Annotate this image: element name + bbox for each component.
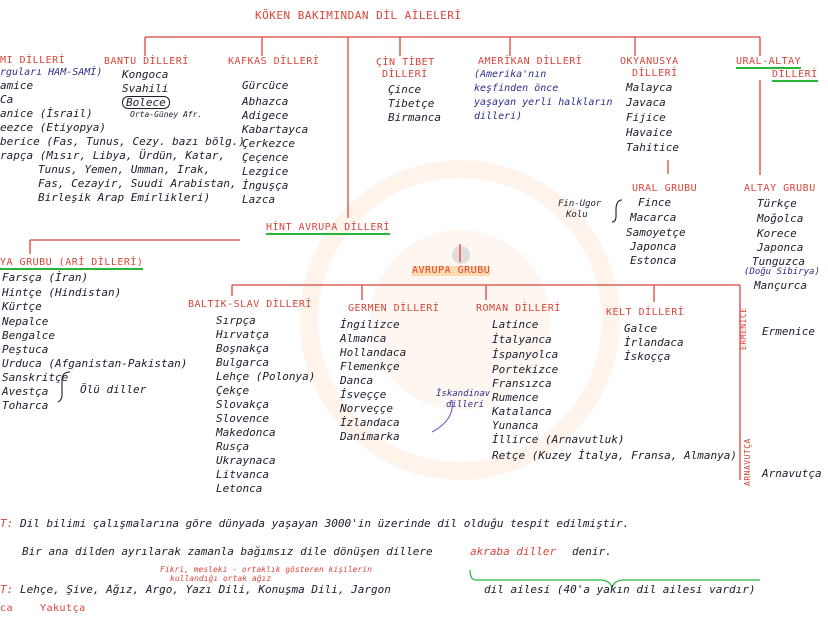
cin-header-2: DİLLERİ [382, 69, 428, 80]
cin-item: Birmanca [388, 111, 441, 124]
asya-header: YA GRUBU (ARİ DİLLERİ) [0, 257, 144, 268]
asya-item: Urduca (Afganistan-Pakistan) [2, 357, 188, 370]
sami-item: amice [0, 79, 34, 92]
germen-item: İsveççe [340, 388, 387, 401]
scandinavian-note-2: dilleri [446, 400, 484, 410]
asya-item: Nepalce [2, 315, 49, 328]
sami-item: Ca [0, 93, 14, 106]
kafkas-item: Adigece [242, 109, 289, 122]
altay-item-note: (Doğu Sibirya) [744, 267, 820, 277]
sami-item: Tunus, Yemen, Umman, Irak, [38, 163, 211, 176]
altay-item: Mançurca [754, 279, 807, 292]
note-bottom: ca [0, 603, 14, 614]
roman-item: İspanyolca [492, 348, 559, 361]
germen-item: Danimarka [340, 430, 400, 443]
baltik-item: Slovakça [216, 398, 269, 411]
sami-item: rapça (Mısır, Libya, Ürdün, Katar, [0, 149, 226, 162]
roman-item: Katalanca [492, 405, 552, 418]
ural-altay-header: URAL-ALTAY [736, 56, 802, 67]
baltik-item: Litvanca [216, 468, 269, 481]
okyanus-item: Havaice [626, 126, 673, 139]
amerikan-line: (Amerika'nın [474, 69, 547, 80]
germen-item: Hollandaca [340, 346, 407, 359]
ural-altay-header-2: DİLLERİ [772, 69, 818, 80]
baltik-item: Hırvatça [216, 328, 269, 341]
germen-header: GERMEN DİLLERİ [348, 303, 440, 314]
baltik-item: Slovence [216, 412, 269, 425]
baltik-item: Çekçe [216, 384, 250, 397]
ural-item: Estonca [630, 254, 677, 267]
kafkas-item: Çeçence [242, 151, 289, 164]
bantu-item: Kongoca [122, 68, 169, 81]
roman-item: Yunanca [492, 419, 539, 432]
note-line: denir. [572, 545, 612, 558]
okyanus-header-2: DİLLERİ [632, 68, 678, 79]
baltik-item: Makedonca [216, 426, 276, 439]
ural-grubu-header: URAL GRUBU [632, 183, 698, 194]
sami-item: Fas, Cezayir, Suudi Arabistan, [38, 177, 237, 190]
asya-item: Farsça (İran) [2, 271, 89, 284]
sami-item: rguları HAM-SAMİ) [0, 67, 103, 78]
baltik-item: Letonca [216, 482, 263, 495]
note-line: dil ailesi (40'a yakın dil ailesi vardır) [484, 583, 756, 596]
ural-item: Japonca [630, 240, 677, 253]
cin-item: Çince [388, 83, 422, 96]
roman-item: Latince [492, 318, 539, 331]
kafkas-item: Lazca [242, 193, 276, 206]
sami-item: Birleşik Arap Emirlikleri) [38, 191, 211, 204]
akraba-diller-highlight: akraba diller [470, 545, 557, 558]
ermenice-side-label: ERMENİCE [739, 307, 748, 350]
baltik-item: Lehçe (Polonya) [216, 370, 316, 383]
kafkas-item: İnguşça [242, 179, 289, 192]
fin-ugor-note: Fin-Ugor [558, 199, 602, 209]
asya-item: Bengalce [2, 329, 55, 342]
roman-item: Retçe (Kuzey İtalya, Fransa, Almanya) [492, 449, 738, 462]
kelt-item: İskoçça [624, 350, 671, 363]
baltik-item: Boşnakça [216, 342, 269, 355]
germen-item: Almanca [340, 332, 387, 345]
note-line: Bir ana dilden ayrılarak zamanla bağımsız dile dönüşen dillere [22, 545, 433, 558]
ural-item: Fince [638, 196, 672, 209]
altay-item: Türkçe [757, 197, 797, 210]
germen-item: Flemenkçe [340, 360, 400, 373]
sami-header: MI DİLLERİ [0, 55, 66, 66]
kafkas-item: Lezgice [242, 165, 289, 178]
okyanus-item: Tahitice [626, 141, 679, 154]
asya-item: Kürtçe [2, 300, 42, 313]
germen-item: Norveççe [340, 402, 393, 415]
altay-grubu-header: ALTAY GRUBU [744, 183, 816, 194]
amerikan-line: keşfinden önce [474, 83, 559, 94]
baltik-item: Sırpça [216, 314, 256, 327]
asya-item: Hintçe (Hindistan) [2, 286, 122, 299]
altay-item: Korece [757, 227, 797, 240]
cin-header: ÇİN TİBET [376, 57, 435, 68]
kafkas-item: Çerkezce [242, 137, 295, 150]
sami-item: berice (Fas, Tunus, Cezy. bazı bölg.) [0, 135, 246, 148]
kelt-header: KELT DİLLERİ [606, 307, 685, 318]
bantu-item: Bolece [122, 96, 170, 109]
altay-item: Moğolca [757, 212, 804, 225]
amerikan-header: AMERİKAN DİLLERİ [478, 56, 583, 67]
baltik-header: BALTIK-SLAV DİLLERİ [188, 299, 312, 310]
asya-item: Sanskritçe [2, 371, 69, 384]
roman-header: ROMAN DİLLERİ [476, 303, 561, 314]
germen-item: İngilizce [340, 318, 400, 331]
hint-avrupa-header: HİNT AVRUPA DİLLERİ [266, 222, 390, 233]
bantu-item: Svahili [122, 82, 169, 95]
dead-languages-note: Ölü diller [80, 383, 147, 396]
kelt-item: Galce [624, 322, 658, 335]
germen-item: İzlandaca [340, 416, 400, 429]
kafkas-item: Gürcüce [242, 79, 289, 92]
scandinavian-note: İskandinav [436, 389, 491, 399]
note-prefix: T: [0, 517, 14, 530]
note-sub-2: kullandığı ortak ağız [170, 574, 272, 583]
roman-item: Fransızca [492, 377, 552, 390]
note-line: Lehçe, Şive, Ağız, Argo, Yazı Dili, Konuşma Dili, Jargon [20, 583, 391, 596]
baltik-item: Ukraynaca [216, 454, 276, 467]
okyanus-item: Fijice [626, 111, 666, 124]
altay-item: Japonca [757, 241, 804, 254]
baltik-item: Bulgarca [216, 356, 269, 369]
asya-item: Avestça [2, 385, 49, 398]
note-line: Dil bilimi çalışmalarına göre dünyada yaşayan 3000'in üzerinde dil olduğu tespit edilmiştir. [20, 517, 630, 530]
okyanus-item: Javaca [626, 96, 666, 109]
arnavutca-side-label: ARNAVUTÇA [743, 438, 752, 486]
sami-item: eezce (Etiyopya) [0, 121, 106, 134]
amerikan-line: dilleri) [474, 111, 523, 122]
ural-item: Samoyetçe [626, 226, 686, 239]
asya-item: Peştuca [2, 343, 49, 356]
kafkas-item: Abhazca [242, 95, 289, 108]
note-bottom-2: Yakutça [40, 603, 86, 614]
kelt-item: İrlandaca [624, 336, 684, 349]
altay-item: Tunguzca [752, 255, 805, 268]
arnavutca-label: Arnavutça [762, 467, 822, 480]
ermenice-label: Ermenice [762, 325, 815, 338]
cin-item: Tibetçe [388, 97, 435, 110]
roman-item: Rumence [492, 391, 539, 404]
roman-item: İllirce (Arnavutluk) [492, 433, 625, 446]
roman-item: Portekizce [492, 363, 559, 376]
avrupa-header: AVRUPA GRUBU [412, 265, 491, 276]
asya-item: Toharca [2, 399, 49, 412]
bantu-header: BANTU DİLLERİ [104, 56, 189, 67]
amerikan-line: yaşayan yerli halkların [474, 97, 613, 108]
ural-item: Macarca [630, 211, 677, 224]
note-prefix-2: T: [0, 583, 14, 596]
okyanus-item: Malayca [626, 81, 673, 94]
roman-item: İtalyanca [492, 333, 552, 346]
okyanus-header: OKYANUSYA [620, 56, 679, 67]
kafkas-item: Kabartayca [242, 123, 309, 136]
germen-item: Danca [340, 374, 374, 387]
baltik-item: Rusça [216, 440, 250, 453]
page-title: KÖKEN BAKIMINDAN DİL AİLELERİ [255, 9, 462, 22]
note-sub: Fikri, mesleki - ortaklık gösteren kişilerin [160, 565, 372, 574]
bantu-note: Orta-Güney Afr. [130, 110, 203, 119]
fin-ugor-note-2: Kolu [566, 210, 588, 220]
sami-item: anice (İsrail) [0, 107, 93, 120]
kafkas-header: KAFKAS DİLLERİ [228, 56, 320, 67]
